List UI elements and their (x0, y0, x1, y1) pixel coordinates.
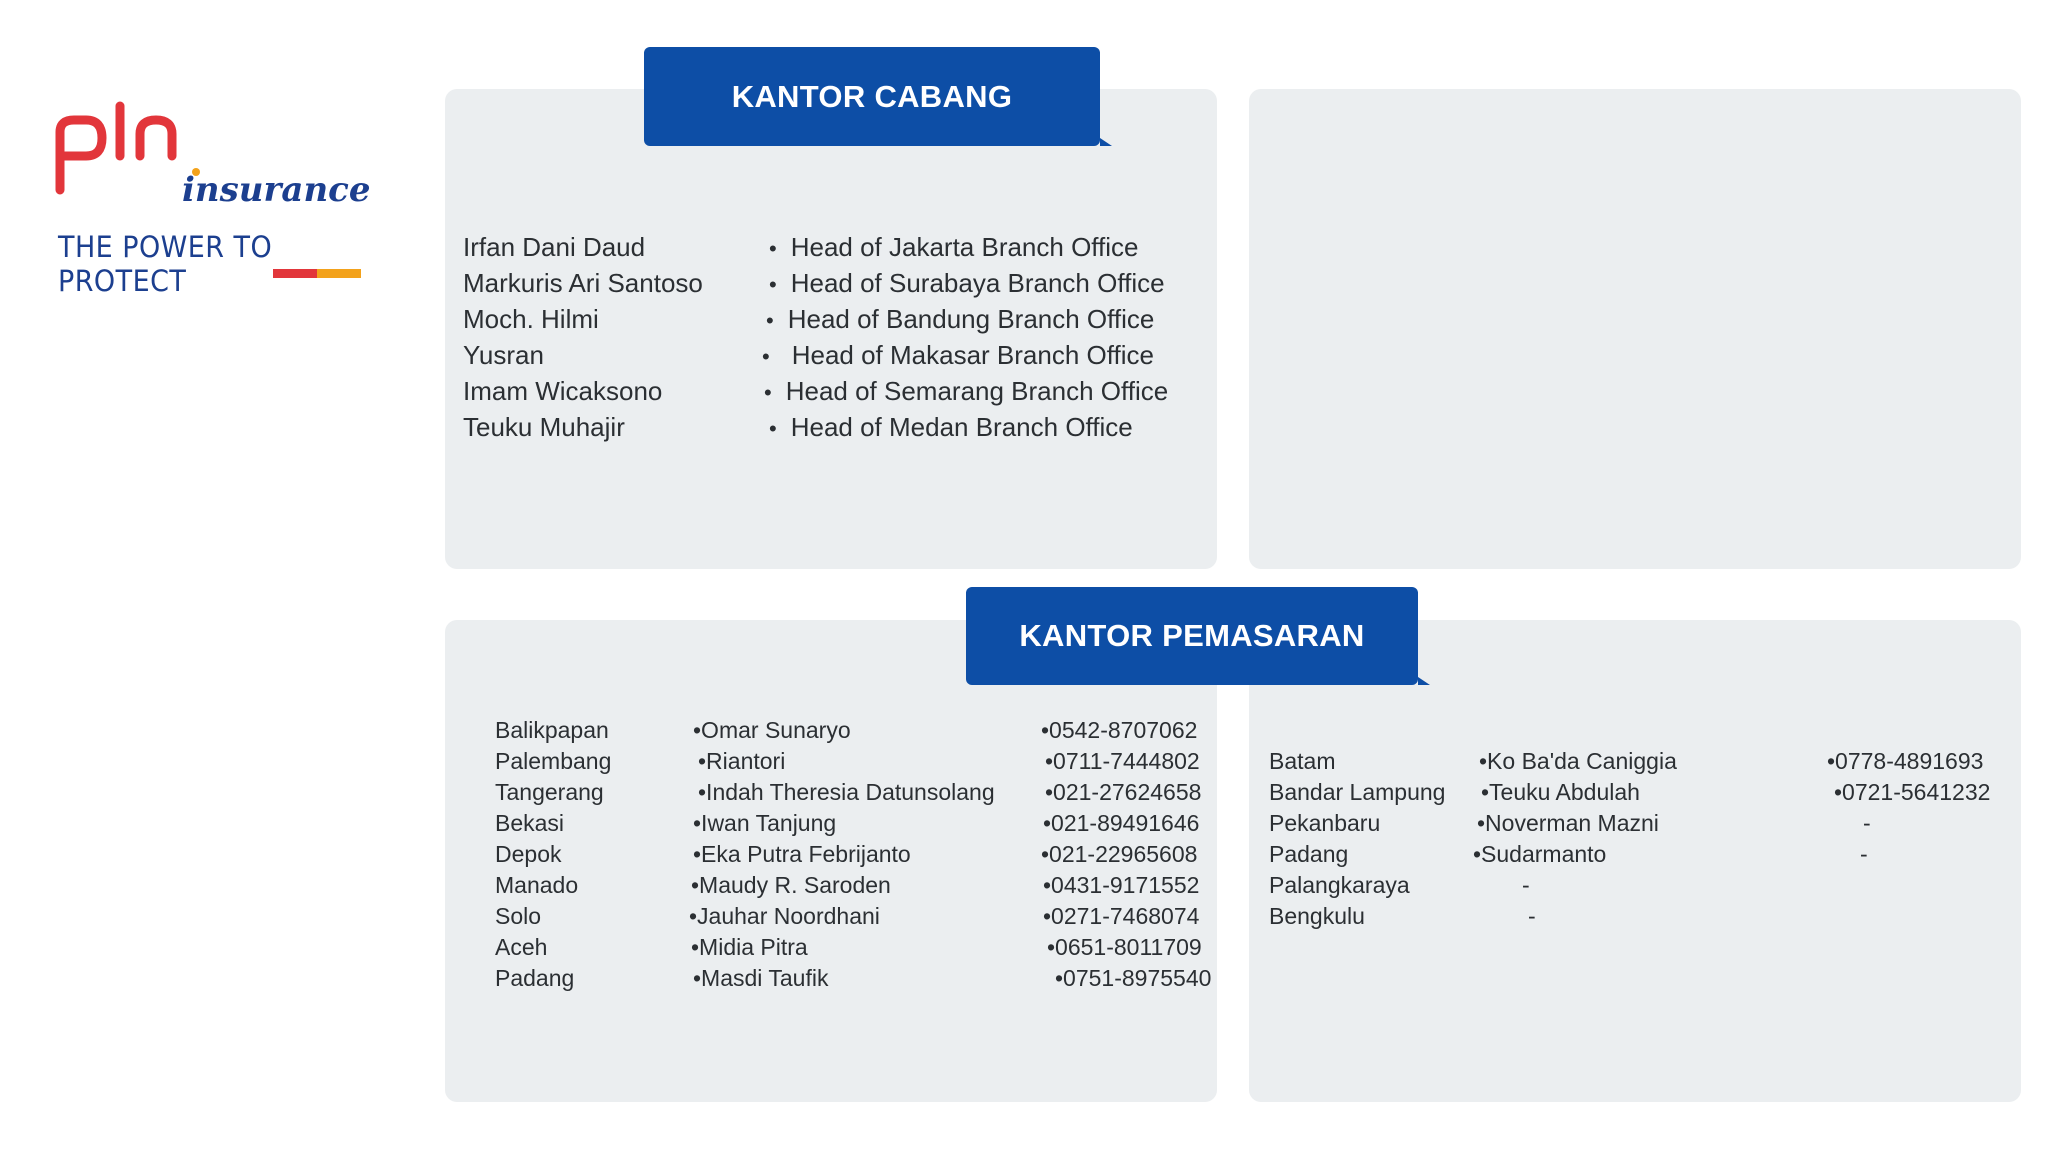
cabang-name: Moch. Hilmi (463, 304, 599, 334)
pemasaran-person: - (1522, 872, 1530, 898)
bullet-icon: • (769, 272, 777, 297)
pemasaran-phone: •0721-5641232 (1834, 779, 1991, 805)
cabang-name: Irfan Dani Daud (463, 232, 646, 262)
pemasaran-phone: •0711-7444802 (1045, 748, 1200, 774)
bullet-icon: • (769, 236, 777, 261)
pemasaran-person: •Indah Theresia Datunsolang (698, 779, 995, 805)
pemasaran-phone: •0271-7468074 (1043, 903, 1200, 929)
pemasaran-phone: •0542-8707062 (1041, 717, 1198, 743)
cabang-role: • Head of Semarang Branch Office (764, 376, 1169, 406)
kantor-pemasaran-title: KANTOR PEMASARAN (966, 587, 1418, 685)
cabang-role: • Head of Bandung Branch Office (766, 304, 1155, 334)
pemasaran-person: •Masdi Taufik (693, 965, 829, 991)
cabang-role: • Head of Medan Branch Office (769, 412, 1133, 442)
pemasaran-city: Pekanbaru (1269, 810, 1381, 836)
pemasaran-phone: •0751-8975540 (1055, 965, 1212, 991)
empty-panel (1249, 89, 2021, 569)
pemasaran-person: •Omar Sunaryo (693, 717, 851, 743)
pemasaran-phone: •021-89491646 (1043, 810, 1200, 836)
pemasaran-phone: •0431-9171552 (1043, 872, 1200, 898)
kantor-pemasaran-right-panel (1249, 620, 2021, 1102)
pemasaran-city: Batam (1269, 748, 1336, 774)
logo-bar-red (273, 269, 317, 278)
cabang-role: • Head of Surabaya Branch Office (769, 268, 1165, 298)
logo-suffix: insurance (182, 170, 371, 210)
logo-tagline: THE POWER TO PROTECT (58, 230, 273, 298)
pemasaran-person: •Ko Ba'da Caniggia (1479, 748, 1677, 774)
pemasaran-phone: •021-22965608 (1041, 841, 1198, 867)
pemasaran-phone: - (1863, 810, 1871, 836)
pemasaran-person: •Eka Putra Febrijanto (693, 841, 911, 867)
pemasaran-person: •Teuku Abdulah (1481, 779, 1640, 805)
pemasaran-person: •Noverman Mazni (1477, 810, 1659, 836)
pemasaran-person: •Sudarmanto (1473, 841, 1607, 867)
pemasaran-person: •Iwan Tanjung (693, 810, 837, 836)
pemasaran-city: Bekasi (495, 810, 565, 836)
cabang-name: Yusran (463, 340, 544, 370)
bullet-icon: • (766, 308, 774, 333)
bullet-icon: • (764, 380, 772, 405)
pemasaran-city: Palembang (495, 748, 612, 774)
pemasaran-city: Aceh (495, 934, 548, 960)
kantor-cabang-title: KANTOR CABANG (644, 47, 1100, 146)
pln-insurance-logo (52, 104, 382, 298)
pemasaran-city: Depok (495, 841, 562, 867)
pemasaran-city: Palangkaraya (1269, 872, 1410, 898)
pemasaran-phone: •0778-4891693 (1827, 748, 1984, 774)
cabang-role: • Head of Jakarta Branch Office (769, 232, 1139, 262)
pemasaran-phone: •0651-8011709 (1047, 934, 1202, 960)
pemasaran-phone: - (1860, 841, 1868, 867)
pemasaran-person: - (1528, 903, 1536, 929)
logo-bar-orange (317, 269, 361, 278)
pemasaran-city: Manado (495, 872, 579, 898)
bullet-icon: • (762, 344, 770, 369)
pemasaran-city: Solo (495, 903, 542, 929)
cabang-name: Imam Wicaksono (463, 376, 663, 406)
pemasaran-person: •Riantori (698, 748, 786, 774)
cabang-role: • Head of Makasar Branch Office (762, 340, 1154, 370)
pemasaran-city: Padang (495, 965, 575, 991)
bullet-icon: • (769, 416, 777, 441)
pemasaran-person: •Jauhar Noordhani (689, 903, 880, 929)
pemasaran-city: Tangerang (495, 779, 604, 805)
pemasaran-phone: •021-27624658 (1045, 779, 1202, 805)
pemasaran-city: Padang (1269, 841, 1349, 867)
pemasaran-city: Bandar Lampung (1269, 779, 1446, 805)
pemasaran-city: Balikpapan (495, 717, 609, 743)
pemasaran-city: Bengkulu (1269, 903, 1365, 929)
cabang-name: Teuku Muhajir (463, 412, 625, 442)
cabang-name: Markuris Ari Santoso (463, 268, 703, 298)
pemasaran-person: •Midia Pitra (691, 934, 808, 960)
pemasaran-person: •Maudy R. Saroden (691, 872, 891, 898)
